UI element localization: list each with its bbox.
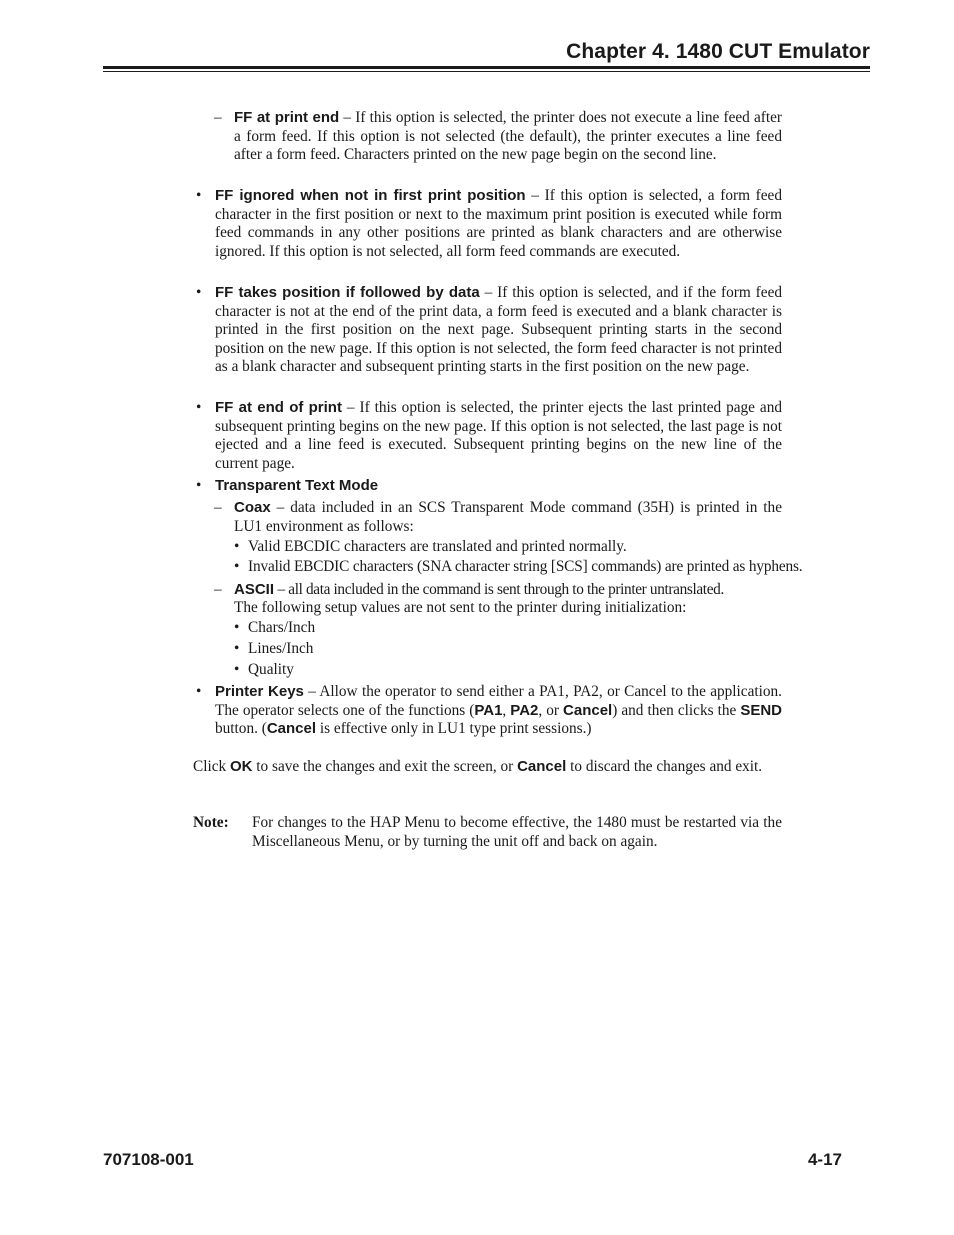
list-item-ff-end-of-print (215, 399, 782, 473)
click-ok-paragraph (193, 758, 782, 777)
item-text: is effective only in LU1 type print sessions.) (316, 720, 592, 738)
item-text: – If this option is selected, and if the form feed character is not at the end of the print data, a form feed is executed and a blank character is printed in the first position on the next page. Subsequent printing starts in the second position on the new page. If this option is not selected, the form feed character is not printed as a blank character and subsequent printing starts in the first position on the new page. (215, 284, 783, 376)
list-item-transparent-text-mode (215, 477, 782, 496)
sub-bullet-chars-inch: Chars/Inch (248, 619, 316, 636)
bullet-marker: • (234, 619, 240, 636)
item-text: ) and then clicks the (612, 701, 741, 719)
item-text: – Allow the operator to send either a PA1, PA2, or Cancel to the application. The operator selects one of the functions ( (215, 683, 782, 719)
item-text: button. ( (215, 720, 267, 738)
sub-bullet-invalid-ebcdic: Invalid EBCDIC characters (SNA character string [SCS] commands) are printed as hyphens. (248, 558, 803, 575)
item-text: – If this option is selected, the printer ejects the last printed page and subsequent printing begins on the new page. If this option is not selected, the last page is not ejected and a line feed is executed. Subsequent printing begins on the new line of the current page. (215, 399, 782, 472)
key-cancel: Cancel (517, 758, 567, 775)
item-label: ASCII (234, 581, 275, 598)
key-ok: OK (229, 758, 253, 775)
item-label: FF at end of print (215, 399, 342, 416)
item-label: FF at print end (234, 109, 340, 126)
header-rule-thick (103, 66, 870, 69)
item-text: , (502, 701, 511, 719)
key-cancel: Cancel (266, 720, 317, 738)
sub-bullet-quality: Quality (248, 661, 294, 678)
key-pa1: PA1 (474, 701, 503, 719)
item-text: – If this option is selected, the printer does not execute a line feed after a form feed. If this option is not selected (the default), the printer executes a line feed after a form feed. Characters printed on the new page begin on the second line. (234, 109, 782, 164)
bullet-marker: • (196, 683, 202, 700)
item-label: Printer Keys (215, 683, 304, 700)
chapter-title: Chapter 4. 1480 CUT Emulator (566, 40, 870, 63)
page-number: 4-17 (807, 1150, 842, 1169)
item-text: , or (538, 701, 564, 719)
list-item-ff-ignored (215, 187, 782, 261)
list-item-printer-keys (215, 683, 782, 739)
note-text: For changes to the HAP Menu to become effective, the 1480 must be restarted via the Miscellaneous Menu, or by turning the unit off and back on again. (252, 814, 782, 850)
item-label: FF takes position if followed by data (215, 284, 480, 301)
list-item-coax (234, 499, 782, 536)
paragraph-text: Click (193, 758, 230, 775)
bullet-marker: • (196, 187, 202, 204)
bullet-marker: • (234, 661, 240, 678)
list-item-ascii (234, 581, 794, 600)
dash-marker: – (214, 499, 222, 516)
bullet-marker: • (196, 399, 202, 416)
header-rule-thin (103, 71, 870, 72)
ascii-line-two: The following setup values are not sent to the printer during initialization: (234, 599, 687, 616)
item-text: – all data included in the command is sent through to the printer untranslated. (274, 581, 724, 598)
bullet-marker: • (196, 477, 202, 494)
key-send: SEND (740, 701, 783, 719)
list-item-ff-print-end (234, 109, 782, 165)
bullet-marker: • (234, 538, 240, 555)
item-label: Transparent Text Mode (215, 477, 379, 494)
paragraph-text: to save the changes and exit the screen, or (252, 758, 518, 775)
paragraph-text: to discard the changes and exit. (566, 758, 763, 775)
key-pa2: PA2 (510, 701, 539, 719)
item-label: Coax (234, 499, 271, 516)
item-text: – data included in an SCS Transparent Mode command (35H) is printed in the LU1 environment as follows: (234, 499, 782, 535)
bullet-marker: • (234, 640, 240, 657)
key-cancel: Cancel (563, 701, 613, 719)
bullet-marker: • (234, 558, 240, 575)
sub-bullet-valid-ebcdic: Valid EBCDIC characters are translated and printed normally. (248, 538, 627, 555)
sub-bullet-lines-inch: Lines/Inch (248, 640, 314, 657)
note-label: Note: (193, 814, 229, 831)
document-number: 707108-001 (103, 1150, 194, 1169)
item-text: – If this option is selected, a form feed character in the first position or next to the maximum print position is executed while form feed commands in any other positions are printed as blank characters and are otherwise ignored. If this option is not selected, all form feed commands are executed. (215, 187, 782, 260)
dash-marker: – (214, 109, 222, 126)
bullet-marker: • (196, 284, 202, 301)
list-item-ff-takes-position (215, 284, 782, 377)
dash-marker: – (214, 581, 222, 598)
item-label: FF ignored when not in first print position (215, 187, 526, 204)
